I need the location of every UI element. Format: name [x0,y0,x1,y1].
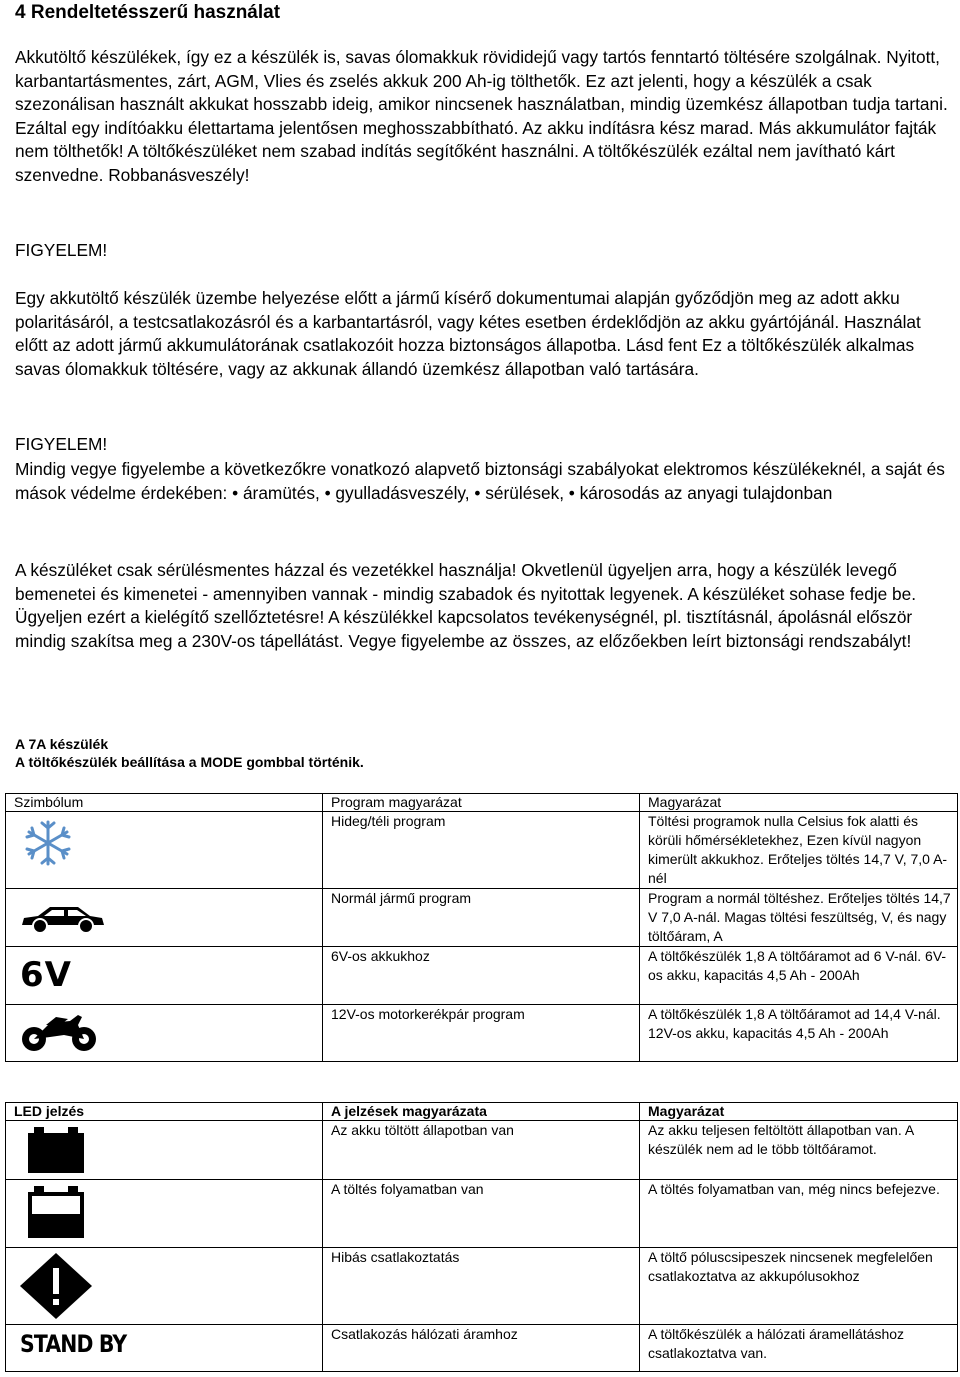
warning-text-1: Egy akkutöltő készülék üzembe helyezése előtt a jármű kísérő dokumentumai alapján győződjön meg az adott akku polaritásáról, a testcsatlakozásról és a karbantartásról, vagy kétes esetben érdeklődjön az akku gyártójánál. Használat előtt az adott jármű akkumulátorának csatlakozóit hozza biztonságos állapotba. Lásd fent Ez a töltőkészülék alkalmas savas ólomakkuk töltésére, vagy az akkunak állandó üzemkész állapotban való tartására. [15,288,921,379]
signal-cell: A töltés folyamatban van [323,1180,640,1248]
intended-use-paragraph: Akkutöltő készülékek, így ez a készülék is, savas ólomakkuk rövididejű vagy tartós fenntartó töltésére szolgálnak. Nyitott, karbantartásmentes, zárt, AGM, Vlies és zselés akkuk 200 Ah-ig tölthetők. Ez azt jelenti, hogy a készülék a csak szezonálisan használt akkukat hosszabb ideig, amikor nincsenek használatban, mindig üzemkész állapotban tudja tartani. Ezáltal egy indítóakku élettartama jelentősen meghosszabbítható. Az akku indításra kész marad. Más akkumulátor fajták nem tölthetők! A töltőkészüléket nem szabad indítás segítőként használni. A töltőkészülék ezáltal nem javítható kárt szenvedne. Robbanásveszély! [15,47,948,185]
program-cell: Hideg/téli program [323,812,640,889]
table-row [6,1121,958,1180]
explanation-cell: Töltési programok nulla Celsius fok alatti és körüli hőmérsékletekhez, Ezen kívül nagyon kimerült akkukhoz. Erőteljes töltés 14,7 V, 7,0 A-nél [640,812,958,889]
table-row [6,1180,958,1248]
mode-table-header [6,794,958,812]
header-led: LED jelzés [6,1103,323,1121]
table-row [6,812,958,889]
explanation-cell: Az akku teljesen feltöltött állapotban van. A készülék nem ad le több töltőáramot. [640,1121,958,1180]
symbol-cell [6,1121,323,1180]
symbol-cell [6,1325,323,1372]
warning-label-1: FIGYELEM! [15,240,108,260]
explanation-cell: A töltőkészülék 1,8 A töltőáramot ad 14,4 V-nál. 12V-os akku, kapacitás 4,5 Ah - 200Ah [640,1005,958,1062]
symbol-cell [6,1005,323,1062]
signal-cell: Az akku töltött állapotban van [323,1121,640,1180]
explanation-cell: A töltő póluscsipeszek nincsenek megfelelően csatlakoztatva az akkupólusokhoz [640,1248,958,1325]
table-row [6,1248,958,1325]
explanation-cell: A töltés folyamatban van, még nincs befejezve. [640,1180,958,1248]
header-signal: A jelzések magyarázata [323,1103,640,1121]
header-explanation: Magyarázat [640,794,958,812]
table-row [6,947,958,1005]
car-icon [18,899,108,939]
symbol-cell [6,1248,323,1325]
explanation-cell: A töltőkészülék a hálózati áramellátáshoz csatlakoztatva van. [640,1325,958,1372]
program-cell: 12V-os motorkerékpár program [323,1005,640,1062]
section-title: 4 Rendeltetésszerű használat [15,2,281,23]
device-title: A 7A készülék [15,736,109,752]
warning-label-2: FIGYELEM! [15,434,108,454]
symbol-cell [6,1180,323,1248]
table-row [6,1325,958,1372]
header-explanation: Magyarázat [640,1103,958,1121]
program-cell: 6V-os akkukhoz [323,947,640,1005]
header-symbol: Szimbólum [6,794,323,812]
standby-icon: STAND BY [20,1330,127,1358]
led-table [5,1102,958,1372]
explanation-cell: Program a normál töltéshez. Erőteljes töltés 14,7 V 7,0 A-nál. Magas töltési feszültség, V, és nagy töltőáram, A [640,889,958,947]
signal-cell: Hibás csatlakoztatás [323,1248,640,1325]
warning-text-2: Mindig vegye figyelembe a következőkre vonatkozó alapvető biztonsági szabályokat elektromos készülékeknél, a saját és mások védelme érdekében: • áramütés, • gyulladásveszély, • sérülések, • károsodás az anyagi tulajdonban [15,459,945,503]
6v-icon: 6V [20,955,72,995]
table-row [6,889,958,947]
symbol-cell [6,947,323,1005]
safety-paragraph: A készüléket csak sérülésmentes házzal és vezetékkel használja! Okvetlenül ügyeljen arra, hogy a készülék levegő bemenetei és kimenetei - amennyiben vannak - mindig szabadok és nyitottak legyenek. A készüléket sohase fedje be. Ügyeljen ezért a kielégítő szellőztetésre! A készülékkel kapcsolatos tevékenységnél, pl. tisztításnál, ápolásnál először mindig szakítsa meg a 230V-os tápellátást. Vegye figyelembe az összes, az előzőekben leírt biztonsági rendszabályt! [15,560,917,651]
signal-cell: Csatlakozás hálózati áramhoz [323,1325,640,1372]
led-table-header [6,1103,958,1121]
battery-full-icon [20,1125,100,1179]
motorcycle-icon [20,1009,100,1055]
program-cell: Normál jármű program [323,889,640,947]
symbol-cell [6,889,323,947]
header-program: Program magyarázat [323,794,640,812]
table-row [6,1005,958,1062]
device-subtitle: A töltőkészülék beállítása a MODE gombbal történik. [15,754,364,770]
snowflake-icon [18,818,78,868]
mode-table [5,793,958,1062]
battery-charging-icon [20,1184,100,1244]
symbol-cell [6,812,323,889]
explanation-cell: A töltőkészülék 1,8 A töltőáramot ad 6 V-nál. 6V-os akku, kapacitás 4,5 Ah - 200Ah [640,947,958,1005]
warning-diamond-icon [18,1251,108,1321]
